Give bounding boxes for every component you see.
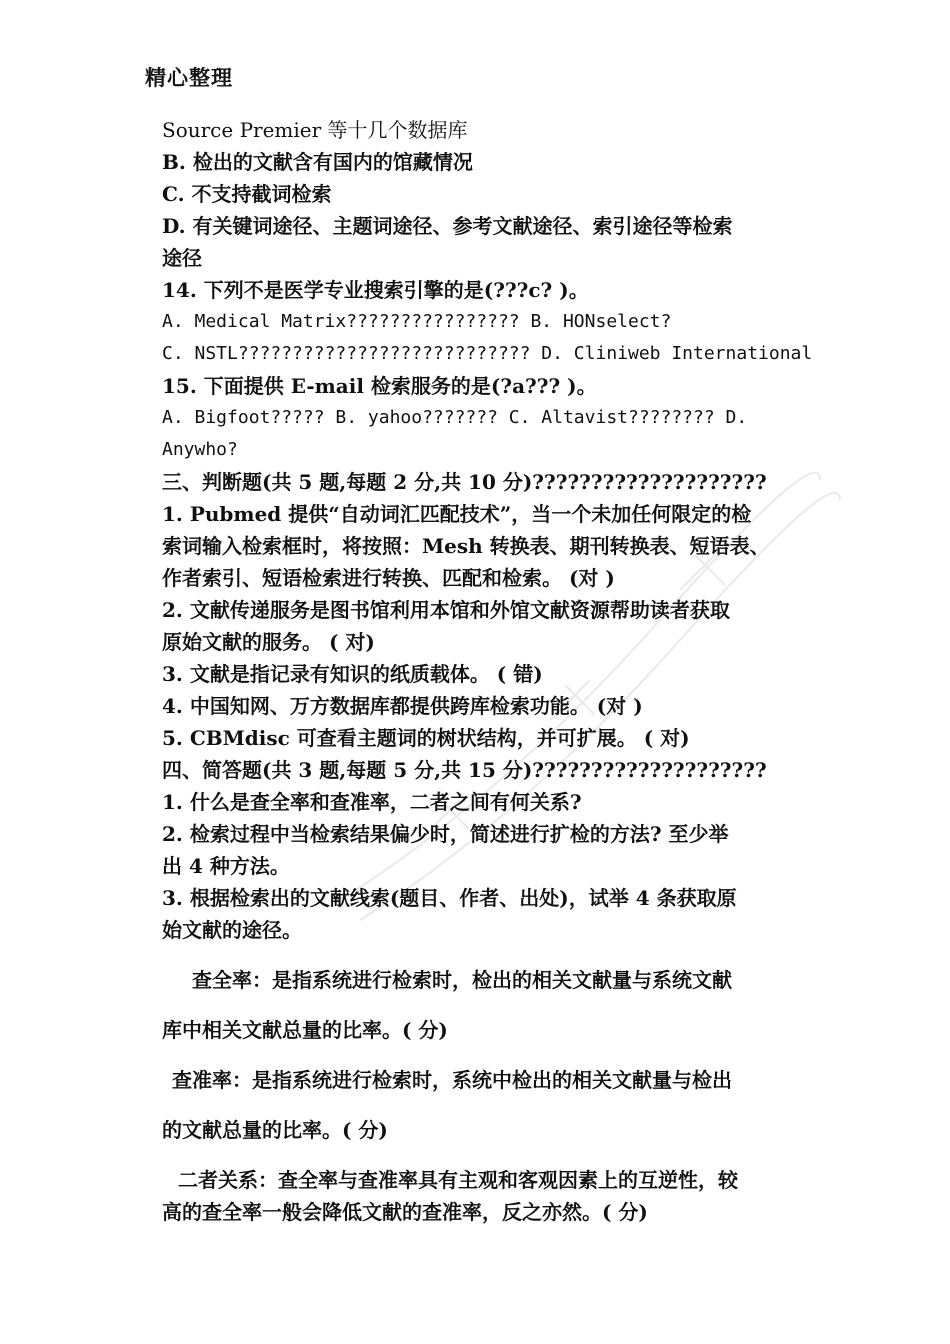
option-line: D. 有关键词途径、主题词途径、参考文献途径、索引途径等检索 (162, 214, 733, 238)
question-line: 15. 下面提供 E-mail 检索服务的是(?a??? )。 (162, 374, 597, 398)
short-answer-item: 2. 检索过程中当检索结果偏少时，简述进行扩检的方法? 至少举 (162, 822, 729, 846)
option-line: C. NSTL??????????????????????????? D. Cliniweb International (162, 343, 812, 364)
judgement-item: 作者索引、短语检索进行转换、匹配和检索。 (对 ) (162, 566, 615, 590)
option-line: Anywho? (162, 439, 238, 460)
judgement-item: 5. CBMdisc 可查看主题词的树状结构，并可扩展。 ( 对) (162, 726, 690, 750)
judgement-item: 原始文献的服务。 ( 对) (162, 630, 375, 654)
option-line: B. 检出的文献含有国内的馆藏情况 (162, 150, 473, 174)
page-header: 精心整理 (145, 66, 233, 90)
judgement-item: 索词输入检索框时，将按照：Mesh 转换表、期刊转换表、短语表、 (162, 534, 770, 558)
answer-line: 库中相关文献总量的比率。( 分) (162, 1018, 448, 1042)
option-line: A. Bigfoot????? B. yahoo??????? C. Altavist???????? D. (162, 407, 748, 428)
answer-line: 查准率：是指系统进行检索时，系统中检出的相关文献量与检出 (172, 1068, 732, 1092)
text-line: Source Premier 等十几个数据库 (162, 118, 468, 142)
short-answer-item: 出 4 种方法。 (162, 854, 290, 878)
judgement-item: 3. 文献是指记录有知识的纸质载体。 ( 错) (162, 662, 543, 686)
section-heading: 四、简答题(共 3 题,每题 5 分,共 15 分)???????????????????? (162, 758, 767, 782)
answer-line: 二者关系：查全率与查准率具有主观和客观因素上的互逆性，较 (178, 1168, 738, 1192)
answer-line: 的文献总量的比率。( 分) (162, 1118, 388, 1142)
option-line: C. 不支持截词检索 (162, 182, 332, 206)
short-answer-item: 1. 什么是查全率和查准率，二者之间有何关系? (162, 790, 582, 814)
short-answer-item: 始文献的途径。 (162, 918, 302, 942)
answer-line: 高的查全率一般会降低文献的查准率，反之亦然。( 分) (162, 1200, 648, 1224)
question-line: 14. 下列不是医学专业搜索引擎的是(???c? )。 (162, 278, 589, 302)
option-line: A. Medical Matrix???????????????? B. HONselect? (162, 311, 672, 332)
short-answer-item: 3. 根据检索出的文献线索(题目、作者、出处)，试举 4 条获取原 (162, 886, 737, 910)
section-heading: 三、判断题(共 5 题,每题 2 分,共 10 分)???????????????????? (162, 470, 767, 494)
document-body (162, 114, 812, 1228)
answer-line: 查全率：是指系统进行检索时，检出的相关文献量与系统文献 (192, 968, 732, 992)
option-line: 途径 (162, 246, 202, 270)
judgement-item: 4. 中国知网、万方数据库都提供跨库检索功能。 (对 ) (162, 694, 643, 718)
judgement-item: 2. 文献传递服务是图书馆利用本馆和外馆文献资源帮助读者获取 (162, 598, 730, 622)
judgement-item: 1. Pubmed 提供“自动词汇匹配技术”，当一个未加任何限定的检 (162, 502, 752, 526)
